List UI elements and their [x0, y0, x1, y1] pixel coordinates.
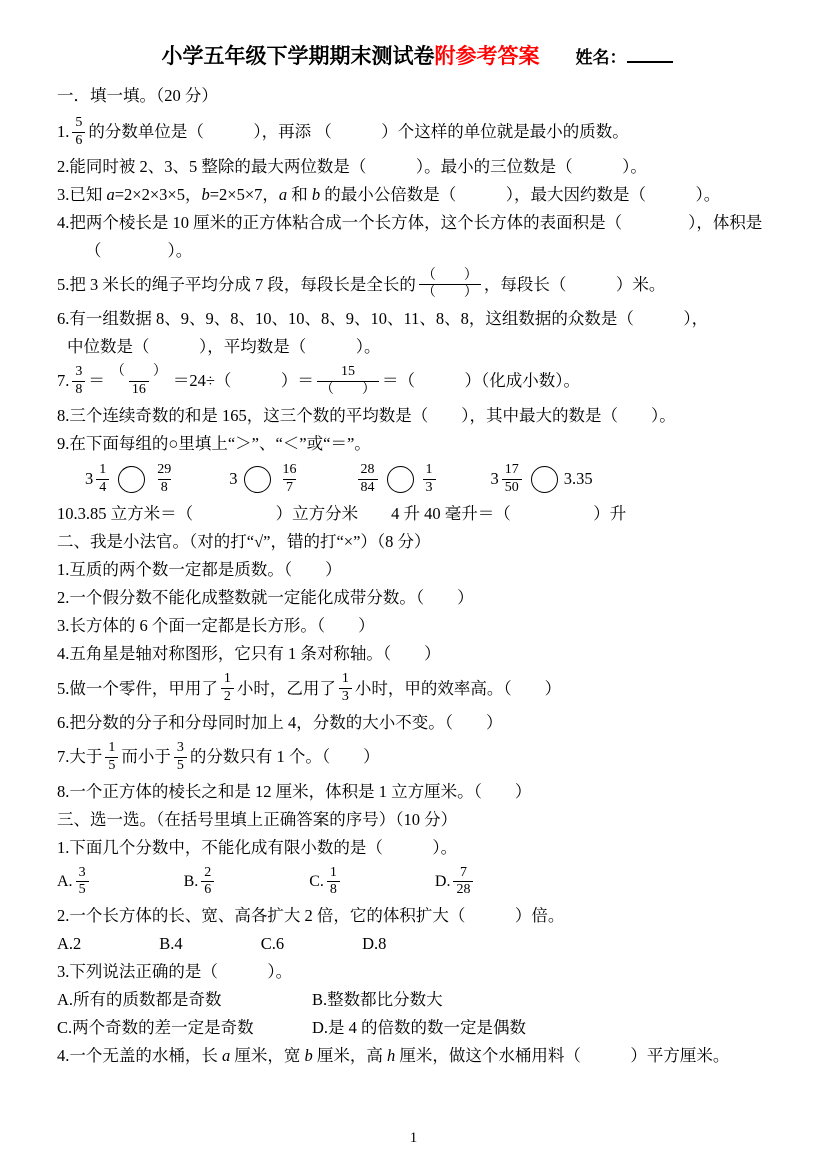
s2-q7-fraction-2: $\frac{3}{5}$ [174, 740, 187, 775]
section2-heading: 二、我是小法官。（对的打“√”，错的打“×”）（8 分） [57, 532, 431, 552]
s1-q7-eq1: ＝ [88, 371, 105, 391]
s2-q7-fraction-1: $\frac{1}{5}$ [105, 740, 118, 775]
option-a-label: A. [57, 872, 73, 890]
s1-question-6-line1: 6.有一组数据 8、9、9、8、10、10、8、9、10、11、8、8，这组数据的众数是（ ）， [57, 309, 709, 329]
s1-q3-t1: 3.已知 [57, 184, 107, 204]
s3-q2-option-c: C.6 [260, 934, 285, 954]
name-label: 姓名： [575, 48, 627, 67]
g2-fraction-right: $\frac{16}{7}$ [282, 461, 297, 495]
comparison-circle [387, 466, 414, 493]
s1-question-1 [57, 112, 777, 153]
s1-question-2: 2.能同时被 2、3、5 整除的最大两位数是（ ）。最小的三位数是（ ）。 [57, 156, 647, 176]
s3-q1-option-a [57, 865, 92, 900]
s3-q4-t1: 4.一个无盖的水桶，长 [57, 1046, 222, 1066]
s1-q1-text: 的分数单位是（ ），再添 （ ）个这样的单位就是最小的质数。 [88, 122, 629, 142]
page-number: 1 [409, 1130, 418, 1146]
s1-q7-fraction-3: $\frac{15}{( )}$ [317, 364, 379, 399]
g3-fraction-left: $\frac{28}{84}$ [358, 462, 378, 497]
s2-q5-fraction-2: $\frac{1}{3}$ [339, 671, 352, 706]
s3-q4-t4: 厘米，做这个水桶用料（ ）平方厘米。 [395, 1046, 730, 1066]
s3-q2-option-d: D.8 [362, 934, 387, 954]
s1-q3-t5: 的最小公倍数是（ ），最大因约数是（ ）。 [320, 184, 721, 204]
s1-q3-t3: =2×5×7， [209, 184, 279, 204]
s2-question-2: 2.一个假分数不能化成整数就一定能化成带分数。（ ） [57, 588, 474, 608]
g2-left: 3 [229, 469, 238, 489]
s3-question-4 [57, 1042, 777, 1070]
s1-question-7 [57, 361, 777, 402]
g4-fraction-left: $\frac{17}{50}$ [502, 462, 522, 497]
s1-question-8: 8.三个连续奇数的和是 165，这三个数的平均数是（ ），其中最大的数是（ ）。 [57, 405, 676, 425]
option-c-fraction: $\frac{1}{8}$ [327, 865, 340, 900]
s1-q5-t2: ，每段长（ ）米。 [483, 274, 666, 294]
s1-question-4-line2: （ ）。 [85, 240, 193, 260]
comparison-group-2 [229, 462, 302, 497]
s3-q2-options [57, 930, 777, 958]
s3-q1-option-d [435, 865, 477, 900]
s3-q1-option-b [184, 865, 218, 900]
s1-q7-eq2: ＝24÷（ ）＝ [172, 371, 314, 391]
section1-heading: 一．填一填。（20 分） [57, 86, 218, 105]
s2-q5-t2: 小时，乙用了 [236, 678, 336, 698]
s3-q4-t3: 厘米，高 [312, 1046, 387, 1066]
s3-question-2: 2.一个长方体的长、宽、高各扩大 2 倍，它的体积扩大（ ）倍。 [57, 906, 565, 926]
s1-q5-t1: 5.把 3 米长的绳子平均分成 7 段，每段长是全长的 [57, 274, 416, 294]
s3-q2-option-a: A.2 [57, 934, 82, 954]
s1-q3-var-a2: a [278, 184, 288, 204]
s1-question-4-line1: 4.把两个棱长是 10 厘米的正方体粘合成一个长方体，这个长方体的表面积是（ ），体积是 [57, 212, 763, 232]
comparison-group-4 [491, 462, 593, 497]
s1-q3-var-b: b [201, 184, 210, 204]
g1-fraction-left: $\frac{1}{4}$ [96, 462, 109, 497]
s3-question-3: 3.下列说法正确的是（ ）。 [57, 962, 293, 982]
g1-fraction-right: $\frac{29}{8}$ [157, 461, 172, 495]
comparison-group-1 [85, 462, 177, 497]
s3-q3-option-b: B.整数都比分数大 [312, 990, 443, 1010]
s1-question-3 [57, 181, 777, 209]
section3-heading: 三、选一选。（在括号里填上正确答案的序号）（10 分） [57, 809, 458, 829]
s1-q3-t2: =2×2×3×5， [114, 184, 202, 204]
g1-whole: 3 [85, 469, 94, 489]
s2-q5-fraction-1: $\frac{1}{2}$ [221, 671, 234, 706]
g4-right: 3.35 [563, 469, 593, 489]
s1-q7-eq3: ＝（ ）（化成小数）。 [381, 371, 580, 391]
s2-q5-t3: 小时，甲的效率高。（ ） [354, 678, 562, 698]
s1-q1-number: 1. [57, 122, 70, 142]
comparison-circle [118, 466, 145, 493]
s2-question-6: 6.把分数的分子和分母同时加上 4，分数的大小不变。（ ） [57, 712, 503, 732]
s2-question-7 [57, 737, 777, 778]
g4-whole: 3 [490, 469, 499, 489]
s3-q4-var-h: h [387, 1046, 396, 1066]
s1-q1-fraction: $\frac{5}{6}$ [72, 115, 85, 150]
name-blank-underline [627, 48, 673, 63]
s3-q3-options-row2 [57, 1014, 777, 1042]
s2-question-5 [57, 668, 777, 709]
s2-q5-t1: 5.做一个零件，甲用了 [57, 678, 218, 698]
s1-q7-fraction-2: $\frac{( )}{16}$ [110, 364, 167, 397]
s3-q1-option-c [309, 865, 343, 900]
s1-q7-fraction-1: $\frac{3}{8}$ [72, 364, 85, 399]
comparison-circle [244, 466, 271, 493]
s3-question-1: 1.下面几个分数中，不能化成有限小数的是（ ）。 [57, 837, 458, 857]
paper-title: 小学五年级下学期期末测试卷 [161, 44, 435, 68]
s2-q7-t2: 而小于 [121, 747, 171, 767]
s2-question-4: 4.五角星是轴对称图形，它只有 1 条对称轴。（ ） [57, 644, 441, 664]
s3-q1-options [57, 862, 777, 903]
s1-question-5 [57, 265, 777, 306]
option-b-label: B. [183, 872, 199, 890]
s1-q3-t4: 和 [287, 184, 312, 204]
s2-question-1: 1.互质的两个数一定都是质数。（ ） [57, 560, 342, 580]
s1-q7-number: 7. [57, 371, 70, 391]
s1-question-9: 9.在下面每组的○里填上“＞”、“＜”或“＝”。 [57, 433, 371, 453]
s2-q7-t1: 7.大于 [57, 747, 103, 767]
g3-fraction-right: $\frac{1}{3}$ [423, 462, 436, 497]
s1-q9-comparison-row [85, 458, 777, 501]
s2-q7-t3: 的分数只有 1 个。（ ） [189, 747, 380, 767]
s3-q3-option-d: D.是 4 的倍数的数一定是偶数 [312, 1018, 527, 1038]
option-d-fraction: $\frac{7}{28}$ [453, 865, 473, 900]
s3-q4-var-b: b [304, 1046, 313, 1066]
s1-q3-var-b2: b [311, 184, 321, 204]
option-a-fraction: $\frac{3}{5}$ [76, 865, 89, 900]
s1-q3-var-a: a [106, 184, 115, 204]
option-d-label: D. [434, 872, 451, 890]
s3-q3-options-row1 [57, 986, 777, 1014]
s1-question-10: 10.3.85 立方米＝（ ）立方分米 4 升 40 毫升＝（ ）升 [57, 504, 627, 524]
s3-q2-option-b: B.4 [159, 934, 183, 954]
option-b-fraction: $\frac{2}{6}$ [201, 865, 214, 900]
s3-q4-t2: 厘米，宽 [230, 1046, 305, 1066]
paper-title-answer-note: 附参考答案 [434, 44, 540, 68]
s1-question-6-line2: 中位数是（ ），平均数是（ ）。 [67, 337, 381, 357]
s3-q3-option-a: A.所有的质数都是奇数 [57, 990, 222, 1010]
s2-question-8: 8.一个正方体的棱长之和是 12 厘米，体积是 1 立方厘米。（ ） [57, 781, 532, 801]
paper-title-row [57, 40, 777, 70]
s3-q3-option-c: C.两个奇数的差一定是奇数 [57, 1018, 254, 1038]
s2-question-3: 3.长方体的 6 个面一定都是长方形。（ ） [57, 616, 375, 636]
comparison-group-3 [355, 462, 439, 497]
s3-q4-var-a: a [222, 1046, 231, 1066]
s1-q5-blank-fraction: $\frac{( )}{( )}$ [419, 268, 481, 303]
comparison-circle [531, 466, 558, 493]
option-c-label: C. [309, 872, 324, 890]
